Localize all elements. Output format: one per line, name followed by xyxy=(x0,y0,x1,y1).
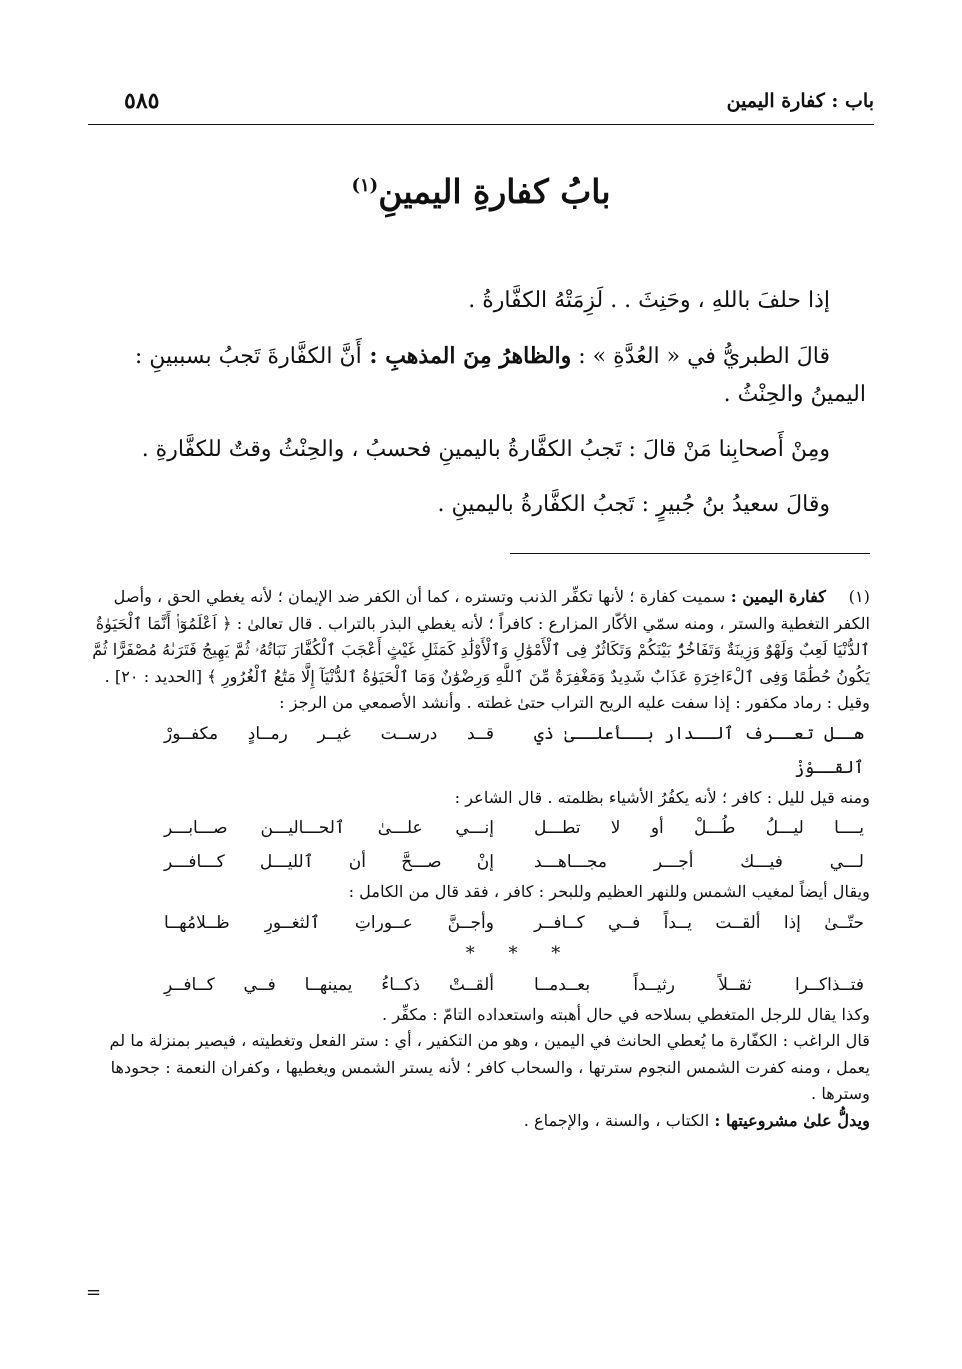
footnotes xyxy=(92,584,870,1134)
para2-intro: قالَ الطبريُّ في « العُدَّةِ » : xyxy=(571,344,830,369)
main-paragraph-4: وقالَ سعيدُ بنُ جُبيرٍ : تَجبُ الكفَّارةُ باليمينِ . xyxy=(437,492,830,517)
main-paragraph-2-cont: اليمينُ والحِنْثُ . xyxy=(723,382,866,407)
verse-line xyxy=(164,968,864,1002)
verse-hemistich: ألقــتْ ذكــاءُ يمينهــا فــي كــافــرِ xyxy=(164,974,494,995)
main-paragraph-3: ومِنْ أَصحابِنا مَنْ قالَ : تَجبُ الكفَّارةُ باليمينِ فحسبُ ، والحِنْثُ وقتٌ للكفَّارةِ . xyxy=(141,437,830,462)
footnote-text-4: وكذا يقال للرجل المتغطي بسلاحه في حال أهبته واستعداده التامّ : مكفِّر . xyxy=(382,1004,870,1024)
chapter-title-text: بابُ كفارةِ اليمينِ xyxy=(378,172,611,211)
page-number: ٥٨٥ xyxy=(124,88,160,114)
running-title: باب : كفارة اليمين xyxy=(726,90,874,112)
footnote-number: (١) xyxy=(848,587,870,606)
verse-hemistich: لـــي فيـــك أجـــر مجـــاهـــد xyxy=(534,852,864,872)
para2-bold: والظاهرُ مِنَ المذهبِ : xyxy=(361,343,572,369)
footnote-text-3: ويقال أيضاً لمغيب الشمس وللنهر العظيم وللبحر : كافر ، فقد قال من الكامل : xyxy=(348,882,870,901)
footnote-text-6-rest: الكتاب ، والسنة ، والإجماع . xyxy=(523,1110,715,1130)
verse-hemistich: وأجــنَّ عــوراتِ ٱلثغــورِ ظــلامُهــا xyxy=(164,912,494,933)
continuation-mark: = xyxy=(86,1282,102,1303)
footnote-text-1: سميت كفارة ؛ لأنها تكفِّر الذنب وتستره ، كما أن الكفر ضد الإيمان ؛ لأنه يغطي الحق ، وأصل الكفر التغطية والستر ، ومنه سمّي الأكّار المزارع : كافراً ؛ لأنه يغطي البذر بالتراب . قال تعالىٰ : ﴿ اَعْلَمُوٓا۟ أَنَّمَا ٱلْحَيَوٰةُ ٱلدُّنْيَا لَعِبٌ وَلَهْوٌ وَزِينَةٌ وَتَفَاخُرٌۢ بَيْنَكُمْ وَتَكَاثُرٌ فِى ٱلْأَمْوَٰلِ وَٱلْأَوْلَٰدِ كَمَثَلِ غَيْثٍ أَعْجَبَ ٱلْكُفَّارَ نَبَاتُهُۥ ثُمَّ يَهِيجُ فَتَرَىٰهُ مُصْفَرًّا ثُمَّ يَكُونُ حُطَٰمًا وَفِى ٱلْءَاخِرَةِ عَذَابٌ شَدِيدٌ وَمَغْفِرَةٌ مِّنَ ٱللَّهِ وَرِضْوَٰنٌ وَمَا ٱلْحَيَوٰةُ ٱلدُّنْيَآ إِلَّا مَتَٰعُ ٱلْغُرُورِ ﴾ [الحديد : ٢٠] . وقيل : رماد مكفور : إذا سفت عليه الريح التراب حتىٰ غطته . وأنشد الأصمعي من الرجز : xyxy=(92,587,870,712)
verse-hemistich: حتّــىٰ إذا ألقــت يــداً فــي كــافــر xyxy=(534,912,864,933)
verse-hemistich: فتــذاكــرا ثقــلاً رثيــداً بعــدمــا xyxy=(534,974,864,995)
verse-hemistich: إنـــي علـــىٰ ٱلحـــاليـــن صـــابـــر xyxy=(164,818,494,838)
verse-hemistich: يــــا ليـــلُ طُـــلْ أو لا تطـــل xyxy=(534,818,864,838)
section-stars: * * * xyxy=(465,942,575,964)
verse-hemistich: قــد درســت غيــر رمــادٍ مكفــورْ xyxy=(164,723,494,744)
verse-line xyxy=(164,845,864,879)
verse-line xyxy=(164,811,864,845)
footnote-text-6-lead: ويدلُّ علىٰ مشروعيتها : xyxy=(714,1110,870,1130)
footnote-text-6 xyxy=(92,1108,870,1135)
main-text xyxy=(96,282,866,524)
verse-hemistich: إنْ صـــحَّ أن ٱلليـــل كـــافـــر xyxy=(164,852,494,872)
main-paragraph-1: إذا حلفَ باللهِ ، وحَنِثَ . . لَزِمَتْهُ الكفَّارةُ . xyxy=(468,288,830,313)
footnote-1 xyxy=(92,584,870,717)
verse-line xyxy=(164,717,864,785)
footnote-text-2: ومنه قيل لليل : كافر ؛ لأنه يكفُرُ الأشياء بظلمته . قال الشاعر : xyxy=(454,787,870,807)
footnote-reference: (١) xyxy=(351,175,379,196)
header-rule xyxy=(88,124,874,125)
footnote-separator xyxy=(510,553,870,554)
verse-hemistich: هــل تعــرف ٱلــدار بــأعلــىٰ ذي ٱلقــوْزْ xyxy=(534,723,864,778)
page-header xyxy=(88,84,874,124)
footnote-text-5: قال الراغب : الكفّارة ما يُعطي الحانث في اليمين ، وهو من التكفير ، أي : ستر الفعل وتغطيته ، فيصير بمنزلة ما لم يعمل ، ومنه كفرت الشمس النجوم سترتها ، والسحاب كافر ؛ لأنه يستر الشمس ويغطيها ، وكفران النعمة : جحودها وسترها . xyxy=(109,1031,870,1103)
main-paragraph-2 xyxy=(96,337,866,376)
verse-line xyxy=(164,906,864,940)
para2-rest: أَنَّ الكفَّارةَ تَجبُ بسببينِ : xyxy=(134,344,362,369)
chapter-title xyxy=(0,172,962,211)
footnote-lead: كفارة اليمين : xyxy=(730,587,826,606)
